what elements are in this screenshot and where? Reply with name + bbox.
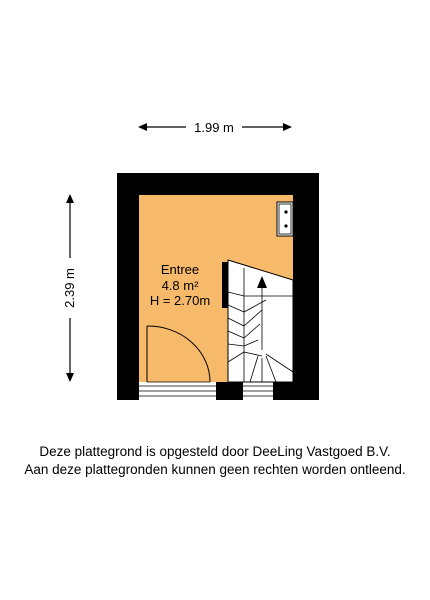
arrow-left-icon — [138, 123, 147, 131]
room-height: H = 2.70m — [149, 293, 211, 308]
width-dimension — [138, 120, 292, 135]
bottom-openings — [139, 382, 273, 400]
sink-unit — [277, 202, 293, 236]
room-name: Entree — [160, 262, 200, 277]
width-label: 1.99 m — [194, 120, 234, 135]
room-area: 4.8 m² — [161, 278, 199, 293]
arrow-down-icon — [66, 373, 74, 382]
arrow-up-icon — [66, 194, 74, 203]
height-dimension — [62, 194, 77, 382]
staircase — [222, 260, 293, 382]
disclaimer-line-1: Deze plattegrond is opgesteld door DeeLing Vastgoed B.V. — [39, 444, 391, 459]
arrow-right-icon — [283, 123, 292, 131]
disclaimer-line-2: Aan deze plattegronden kunnen geen rechten worden ontleend. — [24, 462, 406, 477]
height-label: 2.39 m — [62, 268, 77, 308]
